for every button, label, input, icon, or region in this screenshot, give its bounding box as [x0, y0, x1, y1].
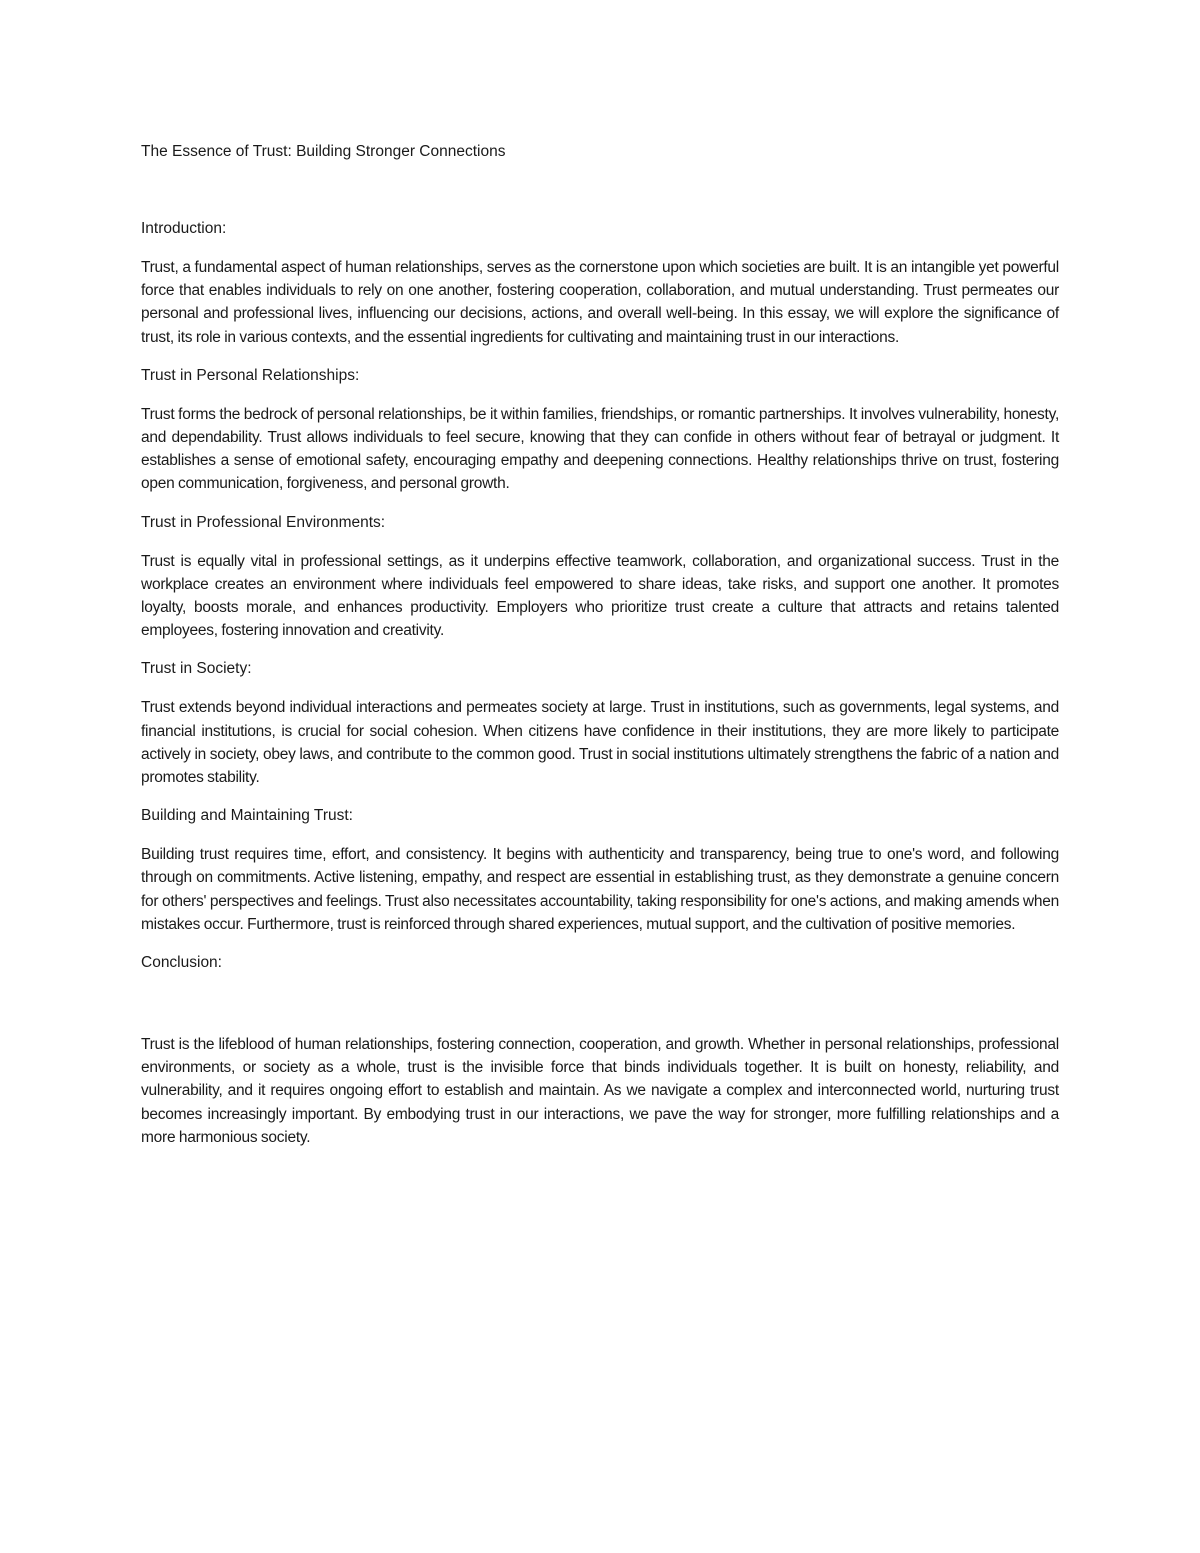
section-body-personal: Trust forms the bedrock of personal relationships, be it within families, friendships, or romantic partnerships. It involves vulnerability, honesty, and dependability. Trust allows individuals to feel secure, knowing that they can confide in others without fear of betrayal or judgment. It establishes a sense of emotional safety, encouraging empathy and deepening connections. Healthy relationships thrive on trust, fostering open communication, forgiveness, and personal growth. — [141, 405, 1059, 493]
spacer — [141, 534, 1059, 550]
spacer — [141, 349, 1059, 364]
spacer — [141, 240, 1059, 256]
spacer — [141, 387, 1059, 403]
spacer — [141, 974, 1059, 1033]
section-body-conclusion: Trust is the lifeblood of human relationships, fostering connection, cooperation, and growth. Whether in personal relationships, professional environments, or society as a whole, trust is the invisible force that binds individuals together. It is built on honesty, reliability, and vulnerability, and it requires ongoing effort to establish and maintain. As we navigate a complex and interconnected world, nurturing trust becomes increasingly important. By embodying trust in our interactions, we pave the way for stronger, more fulfilling relationships and a more harmonious society. — [141, 1036, 1059, 1146]
section-heading-conclusion: Conclusion: — [141, 954, 222, 972]
section-heading-society: Trust in Society: — [141, 660, 252, 678]
spacer — [141, 680, 1059, 696]
section-heading-professional: Trust in Professional Environments: — [141, 513, 386, 531]
section-heading-personal: Trust in Personal Relationships: — [141, 366, 360, 384]
document-title: The Essence of Trust: Building Stronger Connections — [141, 143, 506, 160]
document-page — [141, 139, 1059, 1149]
spacer — [141, 165, 1059, 217]
spacer — [141, 936, 1059, 951]
section-body-building: Building trust requires time, effort, and consistency. It begins with authenticity and transparency, being true to one's word, and following through on commitments. Active listening, empathy, and respect are essential in establishing trust, as they demonstrate a genuine concern for others' perspectives and feelings. Trust also necessitates accountability, taking responsibility for one's actions, and making amends when mistakes occur. Furthermore, trust is reinforced through shared experiences, mutual support, and the cultivation of positive memories. — [141, 846, 1059, 933]
section-heading-building: Building and Maintaining Trust: — [141, 807, 353, 825]
section-heading-introduction: Introduction: — [141, 220, 227, 237]
spacer — [141, 827, 1059, 843]
spacer — [141, 642, 1059, 657]
spacer — [141, 789, 1059, 804]
section-body-society: Trust extends beyond individual interactions and permeates society at large. Trust in institutions, such as governments, legal systems, and financial institutions, is crucial for social cohesion. When citizens have confidence in their institutions, they are more likely to participate actively in society, obey laws, and contribute to the common good. Trust in social institutions ultimately strengthens the fabric of a nation and promotes stability. — [141, 699, 1059, 787]
section-body-professional: Trust is equally vital in professional settings, as it underpins effective teamwork, collaboration, and organizational success. Trust in the workplace creates an environment where individuals feel empowered to share ideas, take risks, and support one another. It promotes loyalty, boosts morale, and enhances productivity. Employers who prioritize trust create a culture that attracts and retains talented employees, fostering innovation and creativity. — [141, 552, 1059, 640]
spacer — [141, 496, 1059, 511]
section-body-introduction: Trust, a fundamental aspect of human relationships, serves as the cornerstone upon which societies are built. It is an intangible yet powerful force that enables individuals to rely on one another, fostering cooperation, collaboration, and mutual understanding. Trust permeates our personal and professional lives, influencing our decisions, actions, and overall well-being. In this essay, we will explore the significance of trust, its role in various contexts, and the essential ingredients for cultivating and maintaining trust in our interactions. — [141, 259, 1059, 346]
